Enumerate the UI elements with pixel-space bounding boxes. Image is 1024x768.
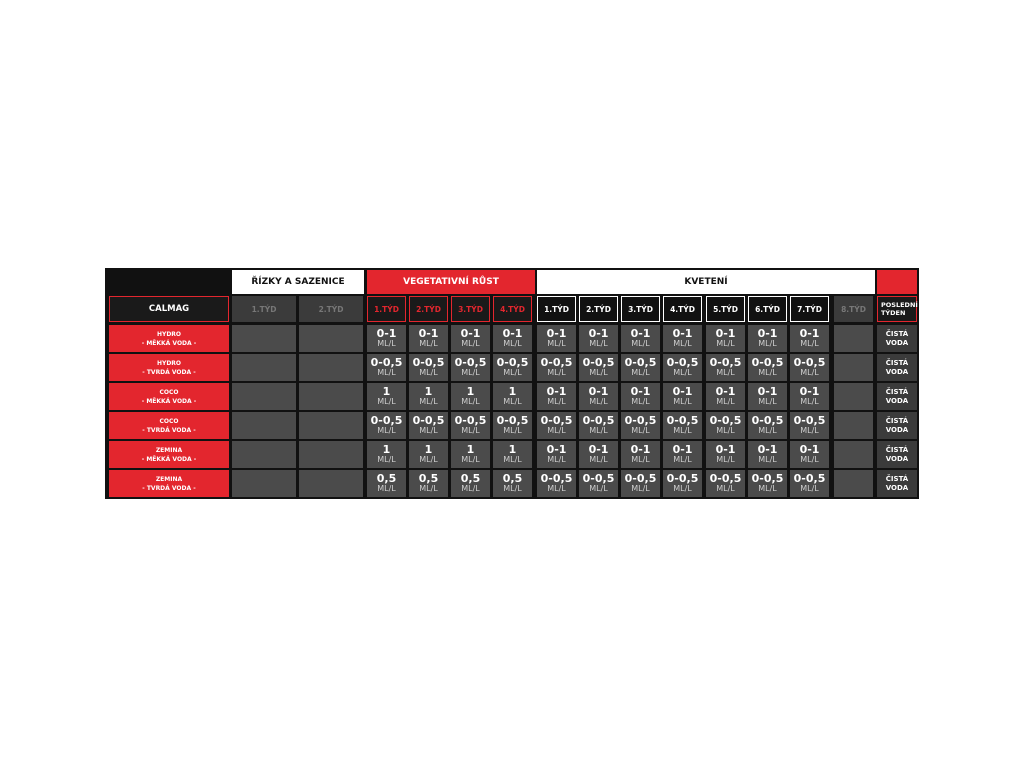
empty-cell — [834, 470, 873, 497]
dose-cell — [748, 354, 787, 381]
final-week-cell — [877, 470, 917, 497]
dose-value: 1 — [424, 443, 433, 456]
row-label — [109, 412, 229, 439]
dose-unit: ML/L — [461, 368, 480, 377]
empty-cell — [834, 354, 873, 381]
dose-value: 0-1 — [757, 443, 778, 456]
row-label — [109, 383, 229, 410]
dose-value: 0-1 — [715, 443, 736, 456]
dose-unit: ML/L — [547, 426, 566, 435]
dose-value: 0-0,5 — [666, 472, 699, 485]
dose-cell — [790, 383, 829, 410]
dose-value: 0-1 — [799, 385, 820, 398]
empty-cell — [299, 441, 363, 468]
dose-value: 0-1 — [757, 327, 778, 340]
final-line1: ČISTÁ — [885, 445, 909, 454]
dose-value: 1 — [382, 443, 391, 456]
dose-unit: ML/L — [503, 397, 522, 406]
dose-value: 0-0,5 — [540, 472, 573, 485]
week-header-6: 4.TÝD — [493, 296, 532, 322]
group-header-last — [877, 270, 917, 294]
dose-unit: ML/L — [716, 455, 735, 464]
dose-value: 0-0,5 — [624, 356, 657, 369]
dose-cell — [621, 354, 660, 381]
dose-unit: ML/L — [377, 455, 396, 464]
dose-value: 0-0,5 — [751, 356, 784, 369]
final-week-cell — [877, 412, 917, 439]
dose-cell — [409, 470, 448, 497]
last-week-line1: POSLEDNÍ — [881, 301, 918, 309]
dose-unit: ML/L — [419, 368, 438, 377]
dose-value: 0-0,5 — [540, 356, 573, 369]
dose-value: 0,5 — [418, 472, 439, 485]
dose-value: 0-0,5 — [412, 414, 445, 427]
dose-cell — [409, 412, 448, 439]
dose-unit: ML/L — [800, 455, 819, 464]
dose-value: 0-0,5 — [793, 356, 826, 369]
empty-cell — [299, 325, 363, 352]
row-label-medium: ZEMINA — [155, 475, 183, 483]
dose-unit: ML/L — [419, 455, 438, 464]
dose-unit: ML/L — [419, 397, 438, 406]
dose-cell — [621, 441, 660, 468]
empty-cell — [834, 325, 873, 352]
dose-value: 0-0,5 — [793, 472, 826, 485]
dose-value: 1 — [466, 443, 475, 456]
last-week-header — [877, 296, 917, 322]
dose-value: 0-0,5 — [666, 414, 699, 427]
dose-value: 0-0,5 — [496, 414, 529, 427]
dose-unit: ML/L — [461, 455, 480, 464]
empty-cell — [299, 354, 363, 381]
dose-value: 0-0,5 — [582, 356, 615, 369]
dose-cell — [663, 470, 702, 497]
week-header-5: 3.TÝD — [451, 296, 490, 322]
dose-value: 0-0,5 — [666, 356, 699, 369]
dose-value: 0-0,5 — [582, 472, 615, 485]
final-line1: ČISTÁ — [885, 329, 909, 338]
dose-value: 0-0,5 — [751, 414, 784, 427]
dose-unit: ML/L — [589, 397, 608, 406]
dose-value: 0-1 — [546, 385, 567, 398]
dose-cell — [706, 412, 745, 439]
empty-cell — [834, 412, 873, 439]
dose-cell — [493, 441, 532, 468]
dose-value: 0-0,5 — [370, 356, 403, 369]
dose-cell — [493, 383, 532, 410]
row-label — [109, 470, 229, 497]
dose-unit: ML/L — [800, 339, 819, 348]
dose-cell — [579, 470, 618, 497]
dose-unit: ML/L — [673, 455, 692, 464]
row-label — [109, 441, 229, 468]
dose-unit: ML/L — [547, 339, 566, 348]
dose-unit: ML/L — [461, 397, 480, 406]
dose-cell — [367, 325, 406, 352]
dose-cell — [537, 412, 576, 439]
final-line1: ČISTÁ — [885, 416, 909, 425]
dose-unit: ML/L — [800, 484, 819, 493]
dose-unit: ML/L — [673, 426, 692, 435]
final-line2: VODA — [885, 338, 909, 347]
dose-value: 1 — [466, 385, 475, 398]
dose-unit: ML/L — [631, 484, 650, 493]
dose-unit: ML/L — [419, 339, 438, 348]
dose-value: 0-0,5 — [582, 414, 615, 427]
final-line1: ČISTÁ — [885, 387, 909, 396]
dose-value: 0-1 — [672, 327, 693, 340]
dose-unit: ML/L — [716, 339, 735, 348]
dose-value: 0,5 — [460, 472, 481, 485]
dose-unit: ML/L — [461, 484, 480, 493]
dose-cell — [493, 354, 532, 381]
dose-unit: ML/L — [503, 339, 522, 348]
dose-value: 0-1 — [715, 327, 736, 340]
last-week-line2: TÝDEN — [881, 309, 906, 317]
row-label-medium: HYDRO — [156, 330, 182, 338]
dose-unit: ML/L — [589, 455, 608, 464]
dose-cell — [579, 383, 618, 410]
dose-value: 1 — [424, 385, 433, 398]
dosage-table — [105, 268, 919, 499]
dose-value: 0-0,5 — [454, 414, 487, 427]
dose-unit: ML/L — [758, 455, 777, 464]
final-line2: VODA — [885, 483, 909, 492]
dose-unit: ML/L — [631, 397, 650, 406]
dose-unit: ML/L — [547, 368, 566, 377]
week-header-12: 6.TÝD — [748, 296, 787, 322]
dose-value: 0-1 — [376, 327, 397, 340]
dose-unit: ML/L — [377, 426, 396, 435]
dose-value: 0-1 — [799, 327, 820, 340]
final-week-cell — [877, 354, 917, 381]
row-label-water: - TVRDÁ VODA - — [142, 484, 196, 492]
dose-value: 0-0,5 — [709, 472, 742, 485]
dose-unit: ML/L — [758, 368, 777, 377]
dose-unit: ML/L — [589, 368, 608, 377]
dose-value: 1 — [508, 443, 517, 456]
dose-cell — [790, 470, 829, 497]
dose-cell — [748, 325, 787, 352]
dose-cell — [663, 325, 702, 352]
dose-unit: ML/L — [589, 484, 608, 493]
dose-cell — [663, 354, 702, 381]
final-line2: VODA — [885, 396, 909, 405]
empty-cell — [299, 383, 363, 410]
dose-value: 0-0,5 — [624, 472, 657, 485]
dose-unit: ML/L — [800, 397, 819, 406]
row-label-medium: COCO — [159, 417, 179, 425]
dose-value: 0-1 — [799, 443, 820, 456]
dose-unit: ML/L — [758, 426, 777, 435]
row-label-water: - TVRDÁ VODA - — [142, 368, 196, 376]
row-label-medium: COCO — [159, 388, 179, 396]
dose-unit: ML/L — [631, 455, 650, 464]
dose-cell — [579, 354, 618, 381]
row-label-water: - MĚKKÁ VODA - — [141, 397, 197, 405]
dose-value: 0-0,5 — [370, 414, 403, 427]
empty-cell — [834, 383, 873, 410]
empty-cell — [232, 325, 296, 352]
week-header-10: 4.TÝD — [663, 296, 702, 322]
final-line2: VODA — [885, 367, 909, 376]
dose-unit: ML/L — [461, 339, 480, 348]
dose-value: 0-1 — [630, 385, 651, 398]
group-header-rizky: ŘÍZKY A SAZENICE — [232, 270, 364, 294]
dose-cell — [748, 441, 787, 468]
dose-value: 1 — [382, 385, 391, 398]
dose-cell — [537, 383, 576, 410]
dose-value: 0-1 — [757, 385, 778, 398]
dose-cell — [493, 325, 532, 352]
dose-value: 0-1 — [460, 327, 481, 340]
dose-value: 0-1 — [630, 327, 651, 340]
empty-cell — [834, 441, 873, 468]
group-header-veg: VEGETATIVNÍ RŮST — [367, 270, 535, 294]
week-header-9: 3.TÝD — [621, 296, 660, 322]
row-label-medium: ZEMINA — [155, 446, 183, 454]
dose-cell — [706, 354, 745, 381]
dose-unit: ML/L — [547, 397, 566, 406]
dose-unit: ML/L — [673, 397, 692, 406]
dose-cell — [451, 441, 490, 468]
row-label-water: - MĚKKÁ VODA - — [141, 455, 197, 463]
dose-cell — [621, 412, 660, 439]
dose-cell — [790, 354, 829, 381]
dose-cell — [663, 412, 702, 439]
week-header-8: 2.TÝD — [579, 296, 618, 322]
row-label — [109, 354, 229, 381]
dose-cell — [537, 325, 576, 352]
dose-unit: ML/L — [377, 397, 396, 406]
dose-cell — [706, 325, 745, 352]
dose-cell — [790, 412, 829, 439]
week-header-11: 5.TÝD — [706, 296, 745, 322]
dose-unit: ML/L — [716, 397, 735, 406]
dose-unit: ML/L — [673, 484, 692, 493]
dose-cell — [748, 412, 787, 439]
dose-unit: ML/L — [503, 426, 522, 435]
dose-value: 0-0,5 — [709, 356, 742, 369]
dose-value: 0-1 — [546, 327, 567, 340]
dose-unit: ML/L — [547, 484, 566, 493]
dose-cell — [748, 383, 787, 410]
dose-cell — [537, 354, 576, 381]
empty-cell — [299, 412, 363, 439]
dose-value: 0-0,5 — [412, 356, 445, 369]
dose-unit: ML/L — [673, 339, 692, 348]
row-label — [109, 325, 229, 352]
dose-unit: ML/L — [547, 455, 566, 464]
dose-value: 0-1 — [588, 443, 609, 456]
dose-value: 0-1 — [546, 443, 567, 456]
dose-cell — [706, 441, 745, 468]
dose-unit: ML/L — [589, 339, 608, 348]
dose-value: 0-1 — [588, 327, 609, 340]
final-week-cell — [877, 383, 917, 410]
dose-cell — [367, 412, 406, 439]
week-header-3: 1.TÝD — [367, 296, 406, 322]
dose-unit: ML/L — [758, 397, 777, 406]
dose-cell — [790, 441, 829, 468]
table-title: CALMAG — [109, 296, 229, 322]
dose-unit: ML/L — [716, 426, 735, 435]
dose-unit: ML/L — [503, 455, 522, 464]
corner-header — [107, 270, 229, 294]
dose-cell — [790, 325, 829, 352]
dose-cell — [579, 412, 618, 439]
dose-cell — [621, 470, 660, 497]
dose-unit: ML/L — [461, 426, 480, 435]
dose-cell — [367, 441, 406, 468]
dose-value: 0-0,5 — [624, 414, 657, 427]
dose-cell — [621, 325, 660, 352]
dose-unit: ML/L — [419, 426, 438, 435]
dose-value: 0-1 — [672, 385, 693, 398]
row-label-water: - TVRDÁ VODA - — [142, 426, 196, 434]
dose-unit: ML/L — [631, 339, 650, 348]
dose-value: 0-0,5 — [709, 414, 742, 427]
dose-cell — [748, 470, 787, 497]
empty-cell — [299, 470, 363, 497]
final-line1: ČISTÁ — [885, 358, 909, 367]
dose-unit: ML/L — [377, 368, 396, 377]
dose-value: 0-1 — [588, 385, 609, 398]
dose-cell — [706, 383, 745, 410]
dose-cell — [451, 383, 490, 410]
dose-cell — [579, 441, 618, 468]
dose-cell — [367, 470, 406, 497]
dose-cell — [409, 441, 448, 468]
empty-cell — [232, 383, 296, 410]
dose-unit: ML/L — [716, 368, 735, 377]
week-header-7: 1.TÝD — [537, 296, 576, 322]
dose-value: 0-1 — [502, 327, 523, 340]
week-header-1: 1.TÝD — [232, 296, 296, 322]
dose-cell — [663, 441, 702, 468]
dose-value: 0-0,5 — [496, 356, 529, 369]
dose-cell — [451, 325, 490, 352]
dose-cell — [367, 354, 406, 381]
empty-cell — [232, 354, 296, 381]
dose-cell — [451, 412, 490, 439]
empty-cell — [232, 470, 296, 497]
group-header-kvet: KVETENÍ — [537, 270, 875, 294]
dose-value: 0-1 — [672, 443, 693, 456]
dose-unit: ML/L — [758, 339, 777, 348]
empty-cell — [232, 412, 296, 439]
week-header-2: 2.TÝD — [299, 296, 363, 322]
final-line1: ČISTÁ — [885, 474, 909, 483]
dose-unit: ML/L — [716, 484, 735, 493]
dose-value: 0,5 — [502, 472, 523, 485]
dose-unit: ML/L — [589, 426, 608, 435]
dose-cell — [409, 383, 448, 410]
dose-unit: ML/L — [419, 484, 438, 493]
dose-cell — [537, 470, 576, 497]
dose-value: 0-1 — [418, 327, 439, 340]
dose-unit: ML/L — [503, 484, 522, 493]
dose-unit: ML/L — [758, 484, 777, 493]
dose-cell — [409, 325, 448, 352]
empty-cell — [232, 441, 296, 468]
dose-cell — [663, 383, 702, 410]
dose-cell — [409, 354, 448, 381]
dose-unit: ML/L — [377, 484, 396, 493]
dose-value: 0-0,5 — [751, 472, 784, 485]
dose-cell — [537, 441, 576, 468]
dose-cell — [367, 383, 406, 410]
dose-value: 1 — [508, 385, 517, 398]
week-header-13: 7.TÝD — [790, 296, 829, 322]
dose-cell — [579, 325, 618, 352]
dose-cell — [451, 470, 490, 497]
dose-unit: ML/L — [673, 368, 692, 377]
dose-unit: ML/L — [503, 368, 522, 377]
dose-value: 0-1 — [715, 385, 736, 398]
dose-cell — [493, 470, 532, 497]
final-line2: VODA — [885, 425, 909, 434]
dose-cell — [493, 412, 532, 439]
dose-cell — [706, 470, 745, 497]
final-week-cell — [877, 325, 917, 352]
week-header-14: 8.TÝD — [834, 296, 873, 322]
dose-value: 0-0,5 — [454, 356, 487, 369]
dose-value: 0-0,5 — [540, 414, 573, 427]
dose-unit: ML/L — [800, 426, 819, 435]
dose-cell — [621, 383, 660, 410]
dose-unit: ML/L — [377, 339, 396, 348]
final-week-cell — [877, 441, 917, 468]
row-label-medium: HYDRO — [156, 359, 182, 367]
dose-value: 0-0,5 — [793, 414, 826, 427]
row-label-water: - MĚKKÁ VODA - — [141, 339, 197, 347]
dose-unit: ML/L — [631, 368, 650, 377]
dose-unit: ML/L — [631, 426, 650, 435]
dose-cell — [451, 354, 490, 381]
dose-unit: ML/L — [800, 368, 819, 377]
final-line2: VODA — [885, 454, 909, 463]
week-header-4: 2.TÝD — [409, 296, 448, 322]
dose-value: 0,5 — [376, 472, 397, 485]
dose-value: 0-1 — [630, 443, 651, 456]
